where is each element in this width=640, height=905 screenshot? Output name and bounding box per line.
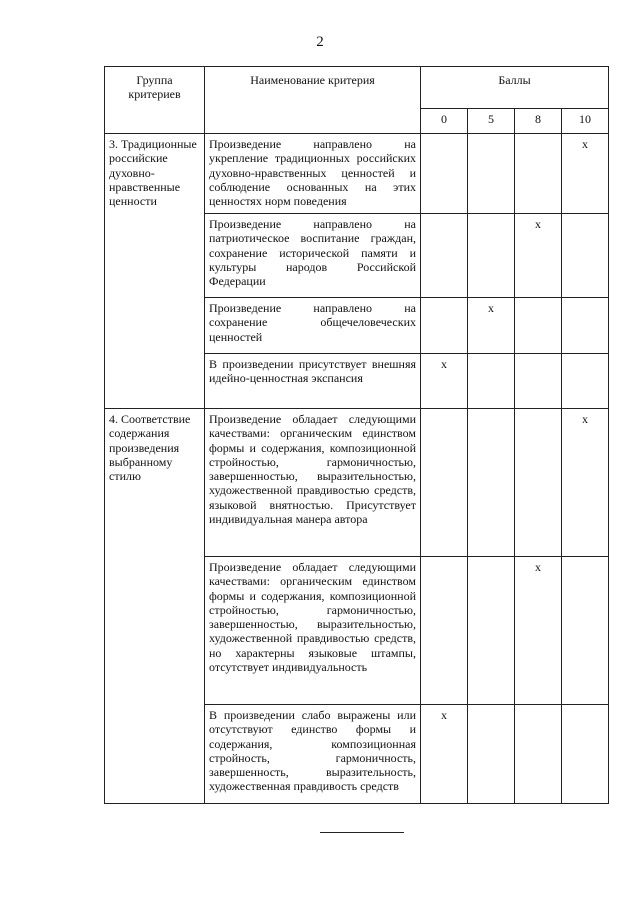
mark-cell	[468, 134, 515, 214]
criterion-text: В произведении присутствует внешняя идейно-ценностная экспансия	[205, 354, 421, 409]
mark-cell	[468, 705, 515, 804]
mark-cell	[421, 298, 468, 354]
criterion-text: Произведение обладает следующими качествами: органическим единством формы и содержания, композиционной стройностью, гармоничностью, завершенностью, выразительностью, художественной правдивостью средств, но характерны языковые штампы, отсутствует индивидуальность	[205, 557, 421, 705]
header-score: Баллы	[421, 67, 609, 109]
mark-cell	[421, 134, 468, 214]
criterion-text: В произведении слабо выражены или отсутствуют единство формы и содержания, композиционная стройность, гармоничность, завершенность, выразительность, художественная правдивость средств	[205, 705, 421, 804]
mark-cell: x	[515, 214, 562, 298]
mark-cell	[562, 354, 609, 409]
mark-cell	[468, 557, 515, 705]
criterion-text: Произведение направлено на патриотическое воспитание граждан, сохранение исторической памяти и культуры народов Российской Федерации	[205, 214, 421, 298]
mark-cell: x	[562, 134, 609, 214]
mark-cell	[468, 409, 515, 557]
mark-cell: x	[562, 409, 609, 557]
group-title: 3. Традиционные российские духовно-нравственные ценности	[105, 134, 205, 409]
score-10-header: 10	[562, 109, 609, 134]
table-row	[105, 134, 609, 214]
mark-cell: x	[421, 705, 468, 804]
mark-cell	[562, 298, 609, 354]
mark-cell	[421, 409, 468, 557]
table-row	[105, 409, 609, 557]
mark-cell	[421, 214, 468, 298]
criterion-text: Произведение обладает следующими качествами: органическим единством формы и содержания, композиционной стройностью, гармоничностью, завершенностью, выразительностью, художественной правдивостью средств, языковой внятностью. Присутствует индивидуальная манера автора	[205, 409, 421, 557]
page-number: 2	[316, 34, 324, 50]
mark-cell: x	[468, 298, 515, 354]
mark-cell	[515, 134, 562, 214]
mark-cell	[562, 214, 609, 298]
mark-cell	[562, 705, 609, 804]
group-title: 4. Соответствие содержания произведения выбранному стилю	[105, 409, 205, 804]
mark-cell: x	[515, 557, 562, 705]
mark-cell	[515, 705, 562, 804]
mark-cell	[515, 409, 562, 557]
footer-divider	[320, 832, 404, 833]
header-criterion-name: Наименование критерия	[205, 67, 421, 134]
mark-cell	[562, 557, 609, 705]
mark-cell: x	[421, 354, 468, 409]
mark-cell	[421, 557, 468, 705]
criterion-text: Произведение направлено на сохранение общечеловеческих ценностей	[205, 298, 421, 354]
criterion-text: Произведение направлено на укрепление традиционных российских духовно-нравственных ценностей и соблюдение основанных на этих ценностях норм поведения	[205, 134, 421, 214]
score-5-header: 5	[468, 109, 515, 134]
criteria-table	[104, 66, 609, 804]
score-0-header: 0	[421, 109, 468, 134]
mark-cell	[468, 354, 515, 409]
mark-cell	[515, 354, 562, 409]
score-8-header: 8	[515, 109, 562, 134]
header-group: Группа критериев	[105, 67, 205, 134]
mark-cell	[468, 214, 515, 298]
mark-cell	[515, 298, 562, 354]
